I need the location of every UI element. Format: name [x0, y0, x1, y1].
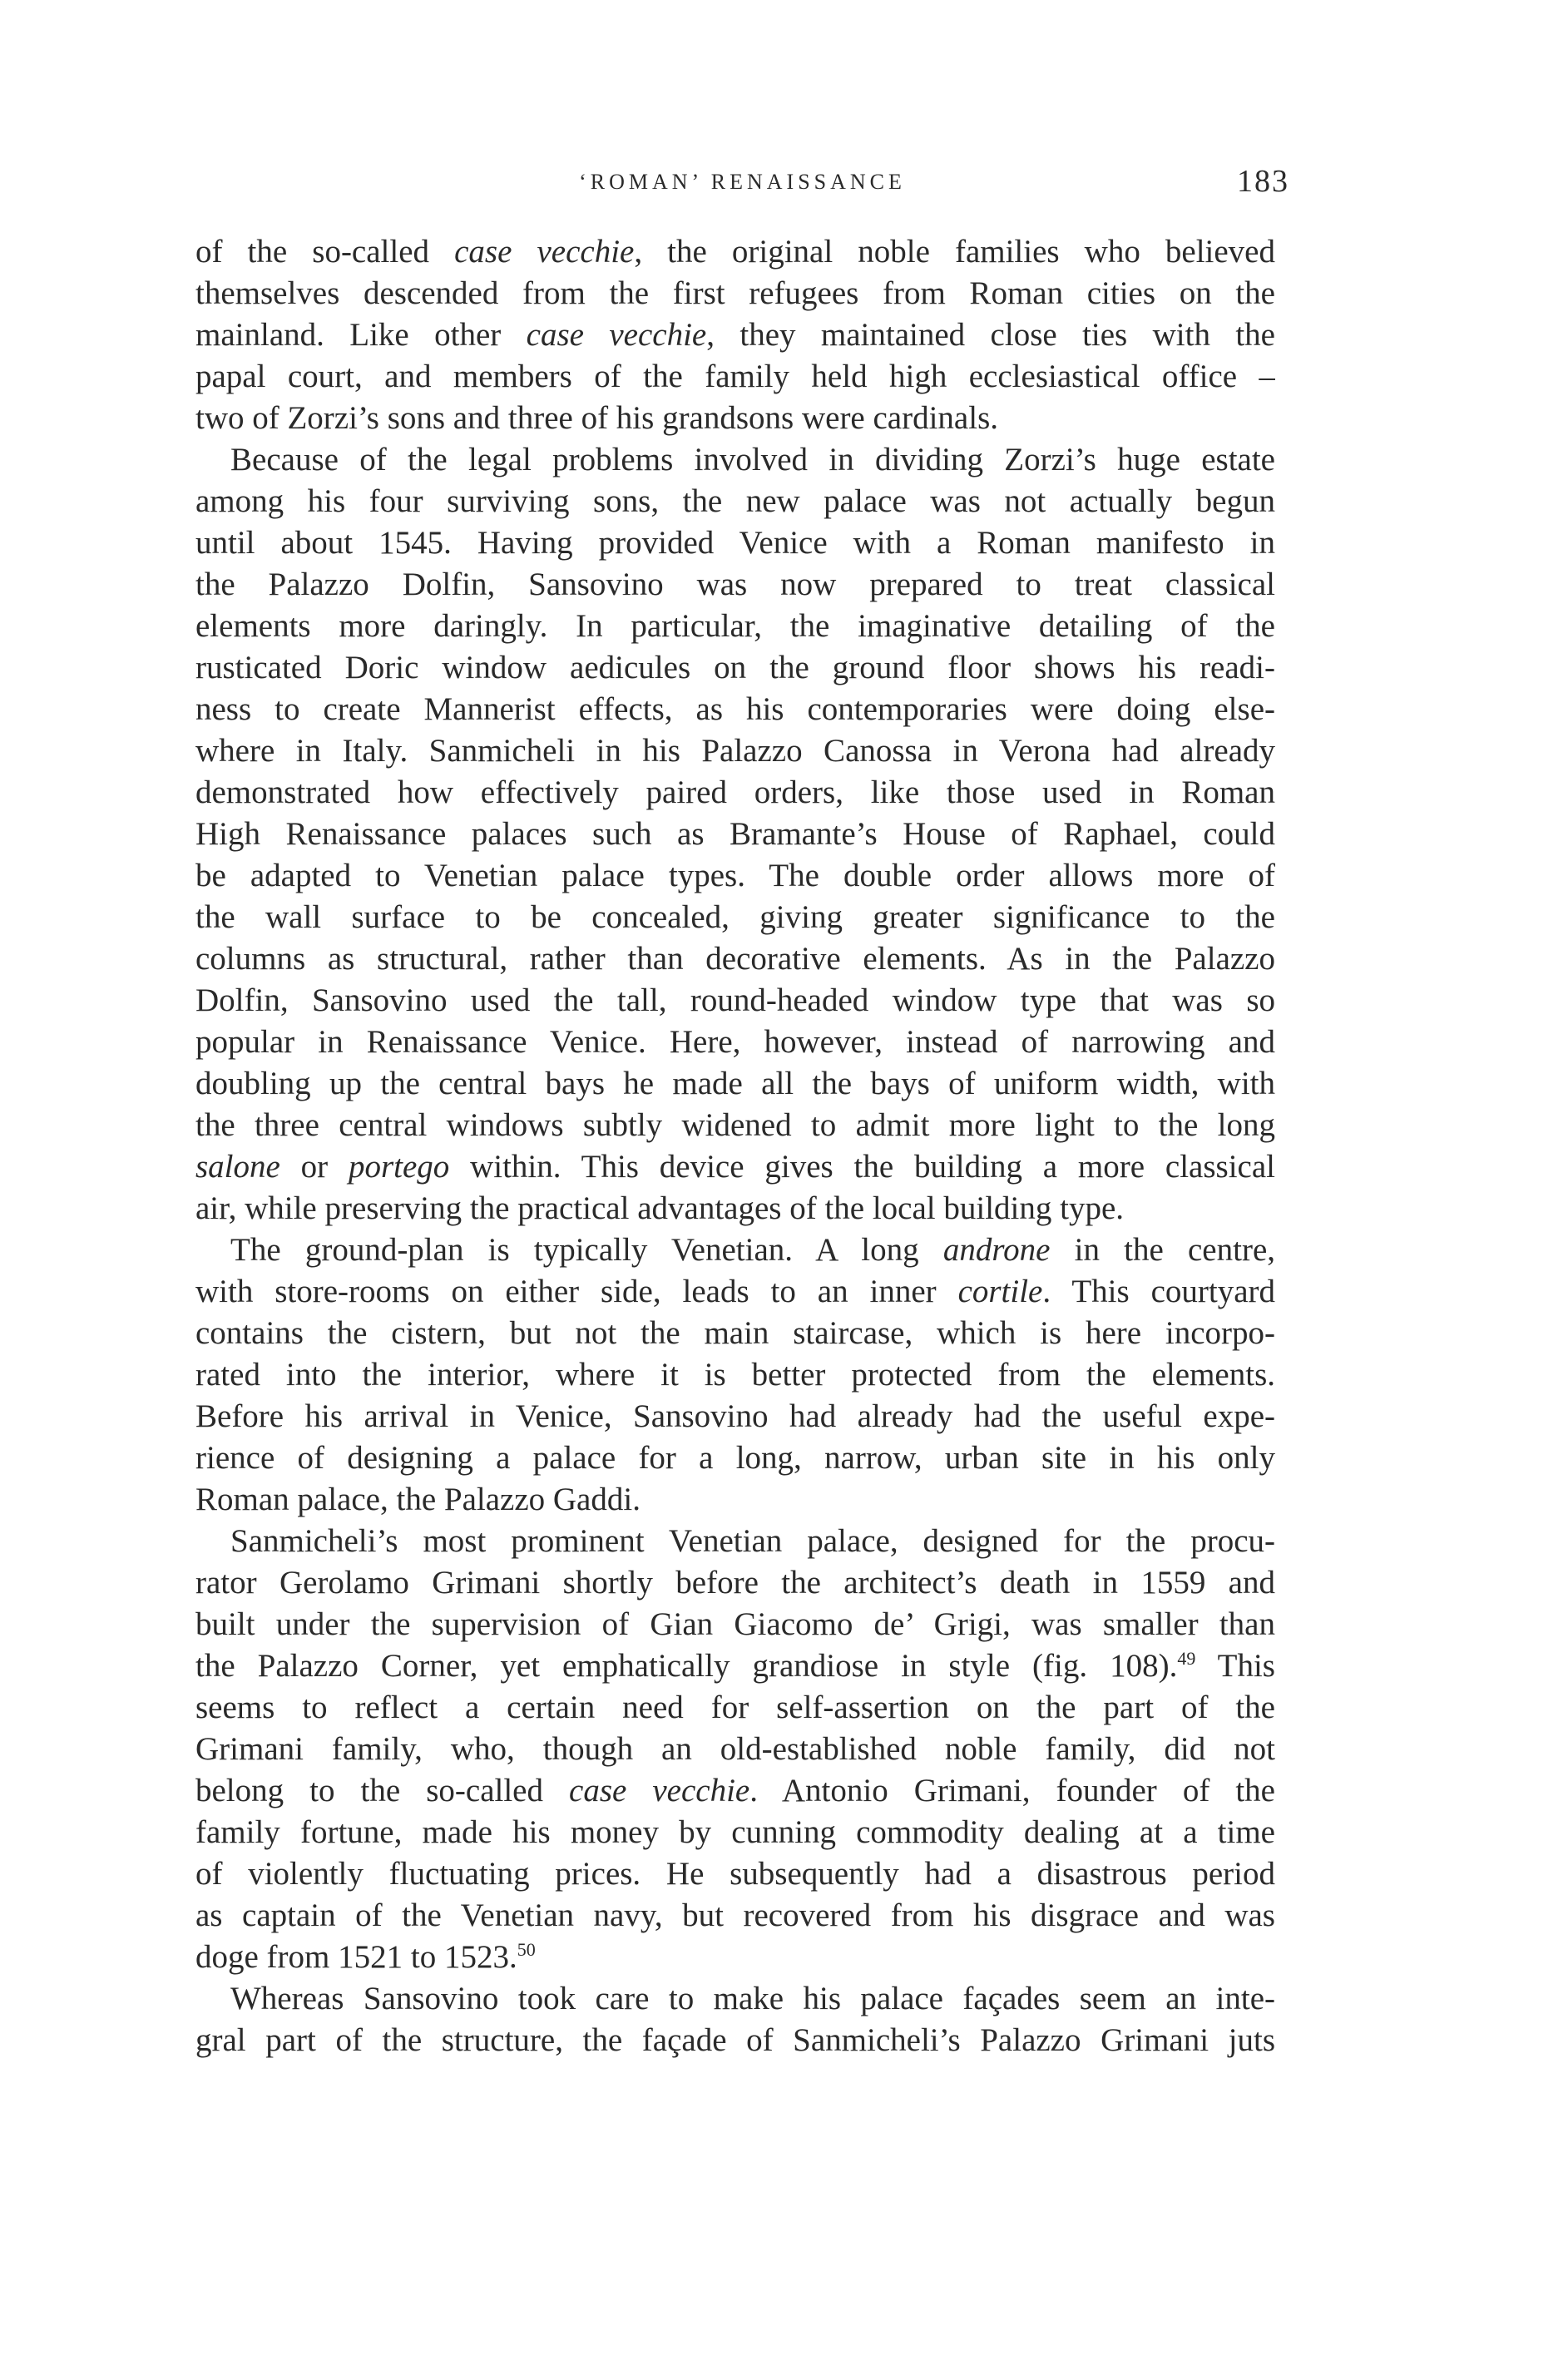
text-run: . Antonio Grimani, founder of the: [749, 1773, 1275, 1808]
text-line: [195, 1645, 1275, 1687]
text-run: within. This device gives the building a more classical: [449, 1149, 1275, 1185]
italic-term: androne: [942, 1232, 1051, 1268]
text-run: rated into the interior, where it is better protected from the elements.: [195, 1357, 1275, 1393]
text-run: the three central windows subtly widened to admit more light to the long: [195, 1107, 1275, 1143]
text-line: [195, 1812, 1275, 1853]
text-line: [195, 1188, 1275, 1230]
text-run: , the original noble families who believed: [634, 234, 1275, 270]
text-run: columns as structural, rather than decorative elements. As in the Palazzo: [195, 941, 1275, 977]
text-line: [195, 1479, 1275, 1521]
text-line: [195, 1437, 1275, 1479]
italic-term: case vecchie: [454, 234, 635, 270]
text-line: [195, 231, 1275, 273]
text-line: [195, 2020, 1275, 2061]
text-run: Before his arrival in Venice, Sansovino had already had the useful expe-: [195, 1398, 1275, 1434]
text-run: rator Gerolamo Grimani shortly before the architect’s death in 1559 and: [195, 1565, 1275, 1601]
text-line: [195, 1562, 1275, 1604]
text-line: [195, 1895, 1275, 1937]
text-line: [195, 314, 1275, 356]
text-line: [195, 814, 1275, 855]
running-title: ‘ROMAN’ RENAISSANCE: [579, 170, 906, 194]
italic-term: case vecchie: [526, 317, 707, 353]
text-line: [195, 439, 1275, 481]
text-line: [195, 647, 1275, 689]
footnote-ref: 50: [517, 1939, 536, 1960]
text-run: , they maintained close ties with the: [706, 317, 1275, 353]
text-line: [195, 772, 1275, 814]
text-run: the Palazzo Dolfin, Sansovino was now prepared to treat classical: [195, 567, 1275, 602]
text-line: [195, 1937, 1275, 1978]
page-number: 183: [1237, 164, 1289, 199]
text-run: rience of designing a palace for a long, narrow, urban site in his only: [195, 1440, 1275, 1476]
text-line: [195, 689, 1275, 730]
text-run: belong to the so-called: [195, 1773, 570, 1808]
text-run: where in Italy. Sanmicheli in his Palazzo Canossa in Verona had already: [195, 733, 1275, 769]
text-line: [195, 1354, 1275, 1396]
text-run: Dolfin, Sansovino used the tall, round-headed window type that was so: [195, 982, 1275, 1018]
text-run: rusticated Doric window aedicules on the ground floor shows his readi-: [195, 650, 1275, 685]
text-run: This: [1195, 1648, 1275, 1684]
text-line: [195, 1729, 1275, 1770]
text-line: [195, 1978, 1275, 2020]
text-line: [195, 1853, 1275, 1895]
text-run: doubling up the central bays he made all the bays of uniform width, with: [195, 1066, 1275, 1101]
text-line: [195, 730, 1275, 772]
text-run: gral part of the structure, the façade of Sanmicheli’s Palazzo Grimani juts: [195, 2022, 1275, 2058]
text-line: [195, 1146, 1275, 1188]
text-run: popular in Renaissance Venice. Here, however, instead of narrowing and: [195, 1024, 1275, 1060]
text-line: [195, 1271, 1275, 1313]
text-line: [195, 273, 1275, 314]
text-run: mainland. Like other: [195, 317, 527, 353]
text-run: Because of the legal problems involved in dividing Zorzi’s huge estate: [230, 442, 1275, 477]
text-run: of the so-called: [195, 234, 455, 270]
italic-term: cortile: [957, 1274, 1043, 1309]
text-run: two of Zorzi’s sons and three of his grandsons were cardinals.: [195, 400, 999, 436]
text-run: Sanmicheli’s most prominent Venetian palace, designed for the procu-: [230, 1523, 1275, 1559]
text-run: seems to reflect a certain need for self-assertion on the part of the: [195, 1690, 1275, 1725]
footnote-ref: 49: [1177, 1648, 1196, 1669]
text-run: Grimani family, who, though an old-established noble family, did not: [195, 1731, 1275, 1767]
text-line: [195, 1604, 1275, 1645]
text-run: ness to create Mannerist effects, as his contemporaries were doing else-: [195, 691, 1275, 727]
text-line: [195, 1063, 1275, 1105]
text-run: until about 1545. Having provided Venice with a Roman manifesto in: [195, 525, 1275, 561]
text-line: [195, 1313, 1275, 1354]
text-run: High Renaissance palaces such as Bramante’s House of Raphael, could: [195, 816, 1275, 852]
text-run: doge from 1521 to 1523.: [195, 1939, 517, 1975]
text-run: be adapted to Venetian palace types. The double order allows more of: [195, 858, 1275, 893]
text-line: [195, 1521, 1275, 1562]
text-line: [195, 356, 1275, 398]
text-line: [195, 1105, 1275, 1146]
text-run: built under the supervision of Gian Giacomo de’ Grigi, was smaller than: [195, 1606, 1275, 1642]
text-line: [195, 1022, 1275, 1063]
text-run: The ground-plan is typically Venetian. A long: [230, 1232, 943, 1268]
text-run: family fortune, made his money by cunning commodity dealing at a time: [195, 1814, 1275, 1850]
running-head: [195, 163, 1289, 205]
text-run: Whereas Sansovino took care to make his palace façades seem an inte-: [230, 1981, 1275, 2016]
text-run: elements more daringly. In particular, the imaginative detailing of the: [195, 608, 1275, 644]
body-text: [195, 231, 1275, 2061]
text-line: [195, 606, 1275, 647]
text-line: [195, 1396, 1275, 1437]
text-line: [195, 398, 1275, 439]
text-run: in the centre,: [1050, 1232, 1275, 1268]
text-run: contains the cistern, but not the main staircase, which is here incorpo-: [195, 1315, 1275, 1351]
text-line: [195, 897, 1275, 938]
text-line: [195, 564, 1275, 606]
text-run: of violently fluctuating prices. He subsequently had a disastrous period: [195, 1856, 1275, 1892]
text-run: . This courtyard: [1042, 1274, 1275, 1309]
text-line: [195, 855, 1275, 897]
text-line: [195, 938, 1275, 980]
italic-term: portego: [348, 1149, 450, 1185]
text-run: the Palazzo Corner, yet emphatically grandiose in style (fig. 108).: [195, 1648, 1178, 1684]
text-line: [195, 980, 1275, 1022]
text-line: [195, 1770, 1275, 1812]
italic-term: case vecchie: [569, 1773, 750, 1808]
text-run: themselves descended from the first refugees from Roman cities on the: [195, 275, 1275, 311]
text-line: [195, 1230, 1275, 1271]
text-run: Roman palace, the Palazzo Gaddi.: [195, 1482, 641, 1517]
text-line: [195, 481, 1275, 522]
text-run: the wall surface to be concealed, giving greater significance to the: [195, 899, 1275, 935]
text-run: as captain of the Venetian navy, but recovered from his disgrace and was: [195, 1897, 1275, 1933]
text-run: or: [279, 1149, 349, 1185]
italic-term: salone: [195, 1149, 280, 1185]
text-line: [195, 1687, 1275, 1729]
text-run: papal court, and members of the family held high ecclesiastical office –: [195, 359, 1275, 394]
text-run: air, while preserving the practical advantages of the local building type.: [195, 1190, 1125, 1226]
text-run: among his four surviving sons, the new palace was not actually begun: [195, 483, 1275, 519]
text-run: demonstrated how effectively paired orders, like those used in Roman: [195, 774, 1275, 810]
text-run: with store-rooms on either side, leads to an inner: [195, 1274, 958, 1309]
text-line: [195, 522, 1275, 564]
